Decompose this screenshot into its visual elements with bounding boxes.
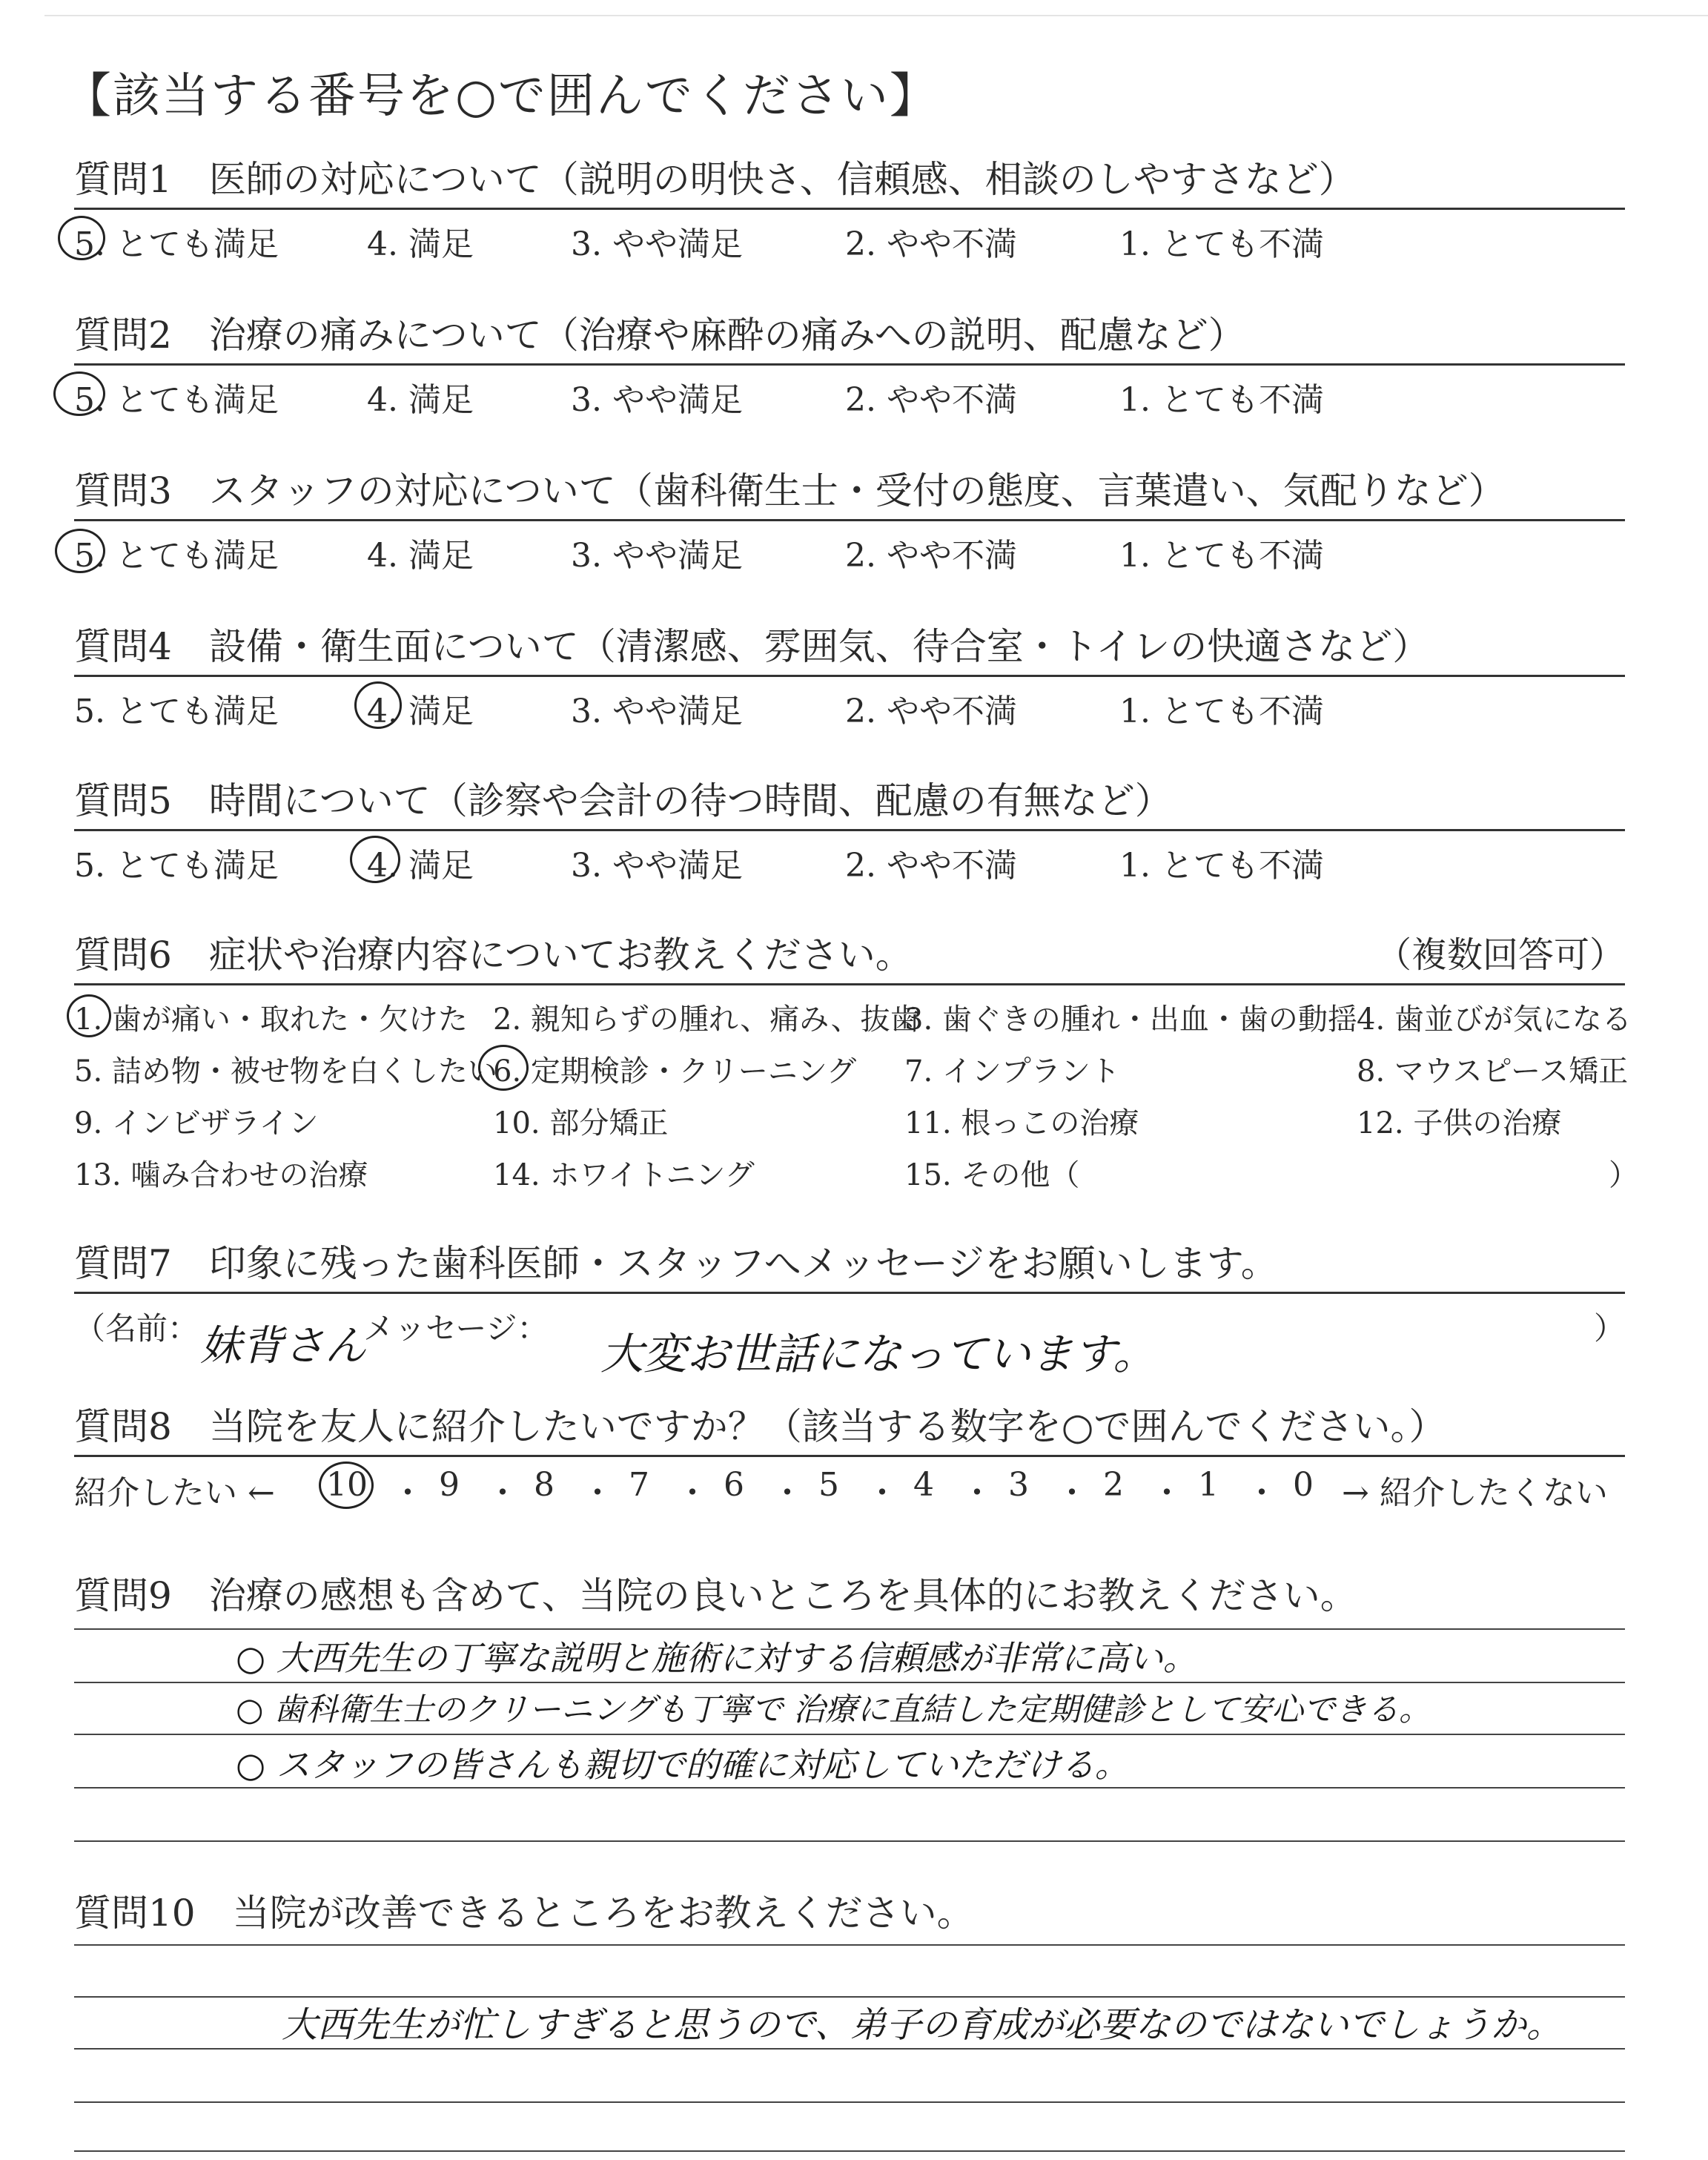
selection-circle	[354, 681, 402, 729]
rating-options	[74, 677, 1625, 729]
close-paren: ）	[1593, 1310, 1625, 1347]
scale-1[interactable]: 1	[1198, 1466, 1219, 1504]
name-label: （名前：	[74, 1310, 199, 1347]
option-1[interactable]: 1. とても不満	[1119, 225, 1324, 263]
question-title: 質問8 当院を友人に紹介したいですか？（該当する数字を○で囲んでください。）	[74, 1405, 1446, 1448]
answer-text[interactable]: ○ 歯科衛生士のクリーニングも丁寧で 治療に直結した定期健診として安心できる。	[236, 1691, 1431, 1728]
option-14[interactable]: 14. ホワイトニング	[493, 1158, 755, 1192]
option-5[interactable]: 5. とても満足	[74, 537, 279, 575]
rating-options	[74, 831, 1625, 883]
selection-circle	[478, 1045, 529, 1091]
rating-options	[74, 521, 1625, 573]
option-4[interactable]: 4. 満足	[367, 847, 474, 885]
question-title: 質問1 医師の対応について（説明の明快さ、信頼感、相談のしやすさなど）	[74, 158, 1356, 201]
option-5[interactable]: 5. とても満足	[74, 381, 279, 419]
scale-6[interactable]: 6	[724, 1466, 744, 1504]
scale-dot: ・	[961, 1474, 993, 1512]
recommend-scale	[74, 1457, 1625, 1512]
option-5[interactable]: 5. 詰め物・被せ物を白くしたい	[74, 1054, 497, 1089]
option-10[interactable]: 10. 部分矯正	[493, 1106, 669, 1140]
option-3[interactable]: 3. やや満足	[571, 225, 743, 263]
option-5[interactable]: 5. とても満足	[74, 693, 279, 730]
scale-dot: ・	[391, 1474, 424, 1512]
question-title: 質問2 治療の痛みについて（治療や麻酔の痛みへの説明、配慮など）	[74, 314, 1245, 357]
option-1[interactable]: 1. とても不満	[1119, 847, 1324, 885]
scale-dot: ・	[676, 1474, 709, 1512]
question-8	[74, 1403, 1625, 1512]
answer-line	[74, 1682, 1625, 1683]
selection-circle	[58, 216, 105, 260]
question-6	[74, 931, 1638, 1208]
selection-circle	[53, 371, 105, 416]
scale-dot: ・	[771, 1474, 804, 1512]
question-title: 質問7 印象に残った歯科医師・スタッフへメッセージをお願いします。	[74, 1242, 1278, 1285]
scale-dot: ・	[1245, 1474, 1278, 1512]
option-1[interactable]: 1. 歯が痛い・取れた・欠けた	[74, 1003, 468, 1037]
answer-line	[74, 1840, 1625, 1842]
question-9	[74, 1572, 1625, 1619]
rating-options	[74, 366, 1625, 417]
question-2	[74, 311, 1625, 417]
scale-10[interactable]: 10	[326, 1466, 368, 1504]
question-3	[74, 467, 1625, 573]
answer-line	[74, 2150, 1625, 2152]
answer-line	[74, 1944, 1625, 1946]
symptom-options	[74, 985, 1638, 1208]
question-title: 質問10 当院が改善できるところをお教えください。	[74, 1892, 974, 1935]
option-2[interactable]: 2. やや不満	[845, 381, 1017, 419]
scale-right-label: → 紹介したくない	[1342, 1474, 1608, 1512]
option-11[interactable]: 11. 根っこの治療	[904, 1106, 1139, 1140]
option-1[interactable]: 1. とても不満	[1119, 381, 1324, 419]
scale-dot: ・	[866, 1474, 898, 1512]
selection-circle	[350, 836, 400, 883]
option-2[interactable]: 2. やや不満	[845, 537, 1017, 575]
answer-line	[74, 2048, 1625, 2050]
message-row	[74, 1294, 1625, 1379]
option-2[interactable]: 2. やや不満	[845, 847, 1017, 885]
option-4[interactable]: 4. 歯並びが気になる	[1357, 1003, 1632, 1037]
option-5[interactable]: 5. とても満足	[74, 847, 279, 885]
scale-5[interactable]: 5	[818, 1466, 839, 1504]
scale-7[interactable]: 7	[629, 1466, 649, 1504]
scale-0[interactable]: 0	[1293, 1466, 1314, 1504]
option-2[interactable]: 2. 親知らずの腫れ、痛み、抜歯	[493, 1003, 920, 1037]
option-3[interactable]: 3. やや満足	[571, 847, 743, 885]
scale-dot: ・	[1056, 1474, 1088, 1512]
option-8[interactable]: 8. マウスピース矯正	[1357, 1054, 1629, 1089]
option-4[interactable]: 4. 満足	[367, 537, 474, 575]
answer-line	[74, 2101, 1625, 2103]
option-6[interactable]: 6. 定期検診・クリーニング	[493, 1054, 857, 1089]
option-5[interactable]: 5. とても満足	[74, 225, 279, 263]
option-1[interactable]: 1. とても不満	[1119, 537, 1324, 575]
selection-circle	[319, 1462, 374, 1509]
question-7	[74, 1240, 1625, 1379]
option-12[interactable]: 12. 子供の治療	[1357, 1106, 1562, 1140]
answer-text[interactable]: ○ スタッフの皆さんも親切で的確に対応していただける。	[236, 1745, 1129, 1785]
scale-left-label: 紹介したい ←	[74, 1474, 275, 1512]
answer-line	[74, 1734, 1625, 1735]
scale-4[interactable]: 4	[913, 1466, 934, 1504]
option-3[interactable]: 3. 歯ぐきの腫れ・出血・歯の動揺	[904, 1003, 1357, 1037]
question-5	[74, 777, 1625, 883]
option-4[interactable]: 4. 満足	[367, 225, 474, 263]
question-title: 質問6 症状や治療内容についてお教えください。 （複数回答可）	[74, 931, 1625, 979]
question-10	[74, 1889, 1625, 1937]
message-label: メッセージ：	[363, 1310, 549, 1347]
answer-text[interactable]: 大西先生が忙しすぎると思うので、弟子の育成が必要なのではないでしょうか。	[282, 2004, 1563, 2046]
question-title: 質問5 時間について（診察や会計の待つ時間、配慮の有無など）	[74, 779, 1172, 822]
scale-dot: ・	[1151, 1474, 1183, 1512]
question-4	[74, 623, 1625, 729]
name-value[interactable]: 妹背さん	[200, 1322, 366, 1370]
question-title: 質問3 スタッフの対応について（歯科衛生士・受付の態度、言葉遣い、気配りなど）	[74, 469, 1506, 512]
multiple-answer-note: （複数回答可）	[1375, 934, 1625, 976]
question-title: 質問9 治療の感想も含めて、当院の良いところを具体的にお教えください。	[74, 1574, 1357, 1617]
option-3[interactable]: 3. やや満足	[571, 693, 743, 730]
message-value[interactable]: 大変お世話になっています。	[600, 1329, 1156, 1379]
rating-options	[74, 210, 1625, 262]
page-title: 【該当する番号を○で囲んでください】	[64, 69, 939, 124]
option-2[interactable]: 2. やや不満	[845, 693, 1017, 730]
answer-text[interactable]: ○ 大西先生の丁寧な説明と施術に対する信頼感が非常に高い。	[236, 1638, 1197, 1678]
option-3[interactable]: 3. やや満足	[571, 381, 743, 419]
top-border	[44, 15, 1708, 16]
option-4[interactable]: 4. 満足	[367, 693, 474, 730]
scale-2[interactable]: 2	[1103, 1466, 1124, 1504]
option-15-close: ）	[1609, 1158, 1638, 1192]
answer-line	[74, 1628, 1625, 1630]
option-1[interactable]: 1. とても不満	[1119, 693, 1324, 730]
option-3[interactable]: 3. やや満足	[571, 537, 743, 575]
option-13[interactable]: 13. 噛み合わせの治療	[74, 1158, 368, 1192]
question-1	[74, 156, 1625, 262]
selection-circle	[55, 529, 105, 573]
scale-3[interactable]: 3	[1008, 1466, 1029, 1504]
scale-8[interactable]: 8	[534, 1466, 555, 1504]
option-2[interactable]: 2. やや不満	[845, 225, 1017, 263]
scale-dot: ・	[486, 1474, 519, 1512]
selection-circle	[67, 994, 111, 1037]
option-7[interactable]: 7. インプラント	[904, 1054, 1120, 1089]
option-4[interactable]: 4. 満足	[367, 381, 474, 419]
option-9[interactable]: 9. インビザライン	[74, 1106, 319, 1140]
option-15[interactable]: 15. その他（	[904, 1158, 1080, 1192]
answer-line	[74, 1787, 1625, 1789]
scale-9[interactable]: 9	[439, 1466, 460, 1504]
scale-dot: ・	[581, 1474, 614, 1512]
question-title: 質問4 設備・衛生面について（清潔感、雰囲気、待合室・トイレの快適さなど）	[74, 625, 1430, 668]
